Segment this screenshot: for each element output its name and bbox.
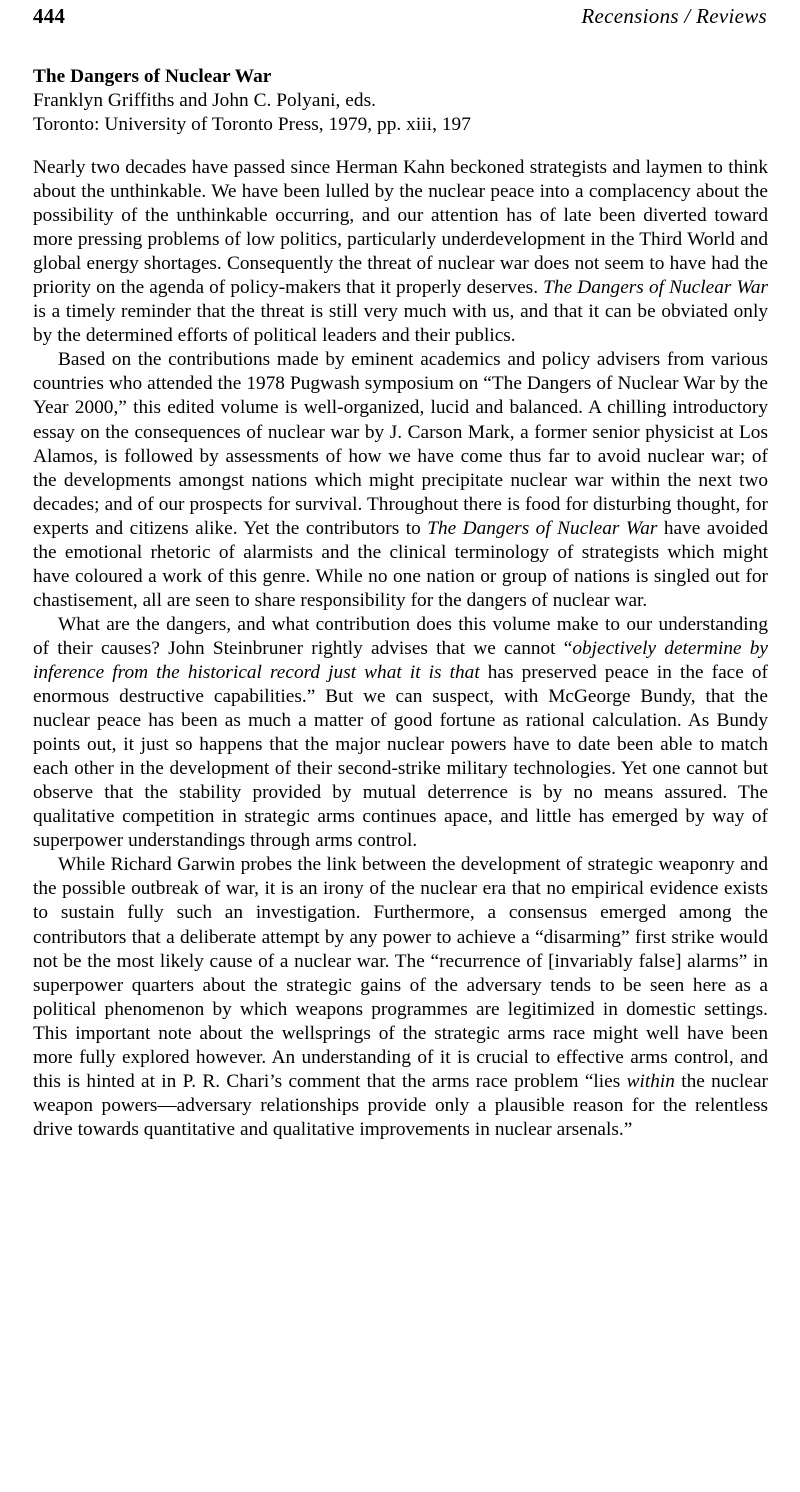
paragraph-3-text-b: has preserved peace in the face of enormous destructive capabilities.” But we can suspect, with McGeorge Bundy, that the nuclear peace has been as much a matter of good fortune as rational calculation. As Bundy points out, it just so happens that the major nuclear powers have to date been able to match each other in the development of their second-strike military technologies. Yet one cannot but observe that the stability provided by mutual deterrence is by no means assured. The qualitative competition in strategic arms continues apace, and little has emerged by way of superpower understandings through arms control. [33, 661, 768, 852]
book-imprint: Toronto: University of Toronto Press, 1979, pp. xiii, 197 [33, 114, 471, 135]
paragraph-3 [33, 613, 768, 853]
paragraph-3-text-a: What are the dangers, and what contribution does this volume make to our understanding of their causes? John Steinbruner rightly advises that we cannot “ [33, 613, 768, 659]
book-reference-block [33, 65, 768, 137]
paragraph-4 [33, 853, 768, 1142]
paragraph-1-text-a: Nearly two decades have passed since Herman Kahn beckoned strategists and laymen to think about the unthinkable. We have been lulled by the nuclear peace into a complacency about the possibility of the unthinkable occurring, and our attention has of late been diverted toward more pressing problems of low politics, particularly underdevelopment in the Third World and global energy shortages. Consequently the threat of nuclear war does not seem to have had the priority on the agenda of policy-makers that it properly deserves. [33, 157, 768, 299]
page-number: 444 [33, 4, 66, 28]
book-title: The Dangers of Nuclear War [33, 66, 272, 87]
paragraph-1 [33, 156, 768, 348]
running-head [33, 0, 768, 38]
book-editors: Franklyn Griffiths and John C. Polyani, eds. [33, 90, 377, 111]
paragraph-1-text-b: is a timely reminder that the threat is still very much with us, and that it can be obviated only by the determined efforts of political leaders and their publics. [33, 301, 768, 347]
paragraph-3-quotation-italic: objectively determine by inference from the historical record just what it is that [33, 637, 769, 683]
paragraph-4-emphasis-italic: within [626, 1070, 675, 1092]
paragraph-2-text-b: have avoided the emotional rhetoric of alarmists and the clinical terminology of strategists which might have coloured a work of this genre. While no one nation or group of nations is singled out for chastisement, all are seen to share responsibility for the dangers of nuclear war. [33, 517, 768, 611]
paragraph-4-text-b: the nuclear weapon powers—adversary relationships provide only a plausible reason for the relentless drive towards quantitative and qualitative improvements in nuclear arsenals.” [33, 1070, 768, 1140]
paragraph-2-book-title-italic: The Dangers of Nuclear War [427, 517, 658, 539]
paragraph-2 [33, 348, 768, 613]
review-body [33, 156, 768, 1142]
paragraph-1-book-title-italic: The Dangers of Nuclear War [543, 277, 768, 299]
paragraph-4-text-a: While Richard Garwin probes the link between the development of strategic weaponry and the possible outbreak of war, it is an irony of the nuclear era that no empirical evidence exists to sustain fully such an investigation. Furthermore, a consensus emerged among the contributors that a deliberate attempt by any power to achieve a “disarming” first strike would not be the most likely cause of a nuclear war. The “recurrence of [invariably false] alarms” in superpower quarters about the strategic gains of the adversary tends to be seen here as a political phenomenon by which weapons programmes are legitimized in domestic settings. This important note about the wellsprings of the strategic arms race might well have been more fully explored however. An understanding of it is crucial to effective arms control, and this is hinted at in P. R. Chari’s comment that the arms race problem “lies [33, 854, 768, 1092]
paragraph-2-text-a: Based on the contributions made by eminent academics and policy advisers from various countries who attended the 1978 Pugwash symposium on “The Dangers of Nuclear War by the Year 2000,” this edited volume is well-organized, lucid and balanced. A chilling introductory essay on the consequences of nuclear war by J. Carson Mark, a former senior physicist at Los Alamos, is followed by assessments of how we have come thus far to avoid nuclear war; of the developments amongst nations which might precipitate nuclear war within the next two decades; and of our prospects for survival. Throughout there is food for disturbing thought, for experts and citizens alike. Yet the contributors to [33, 349, 768, 539]
section-title: Recensions / Reviews [581, 4, 767, 28]
